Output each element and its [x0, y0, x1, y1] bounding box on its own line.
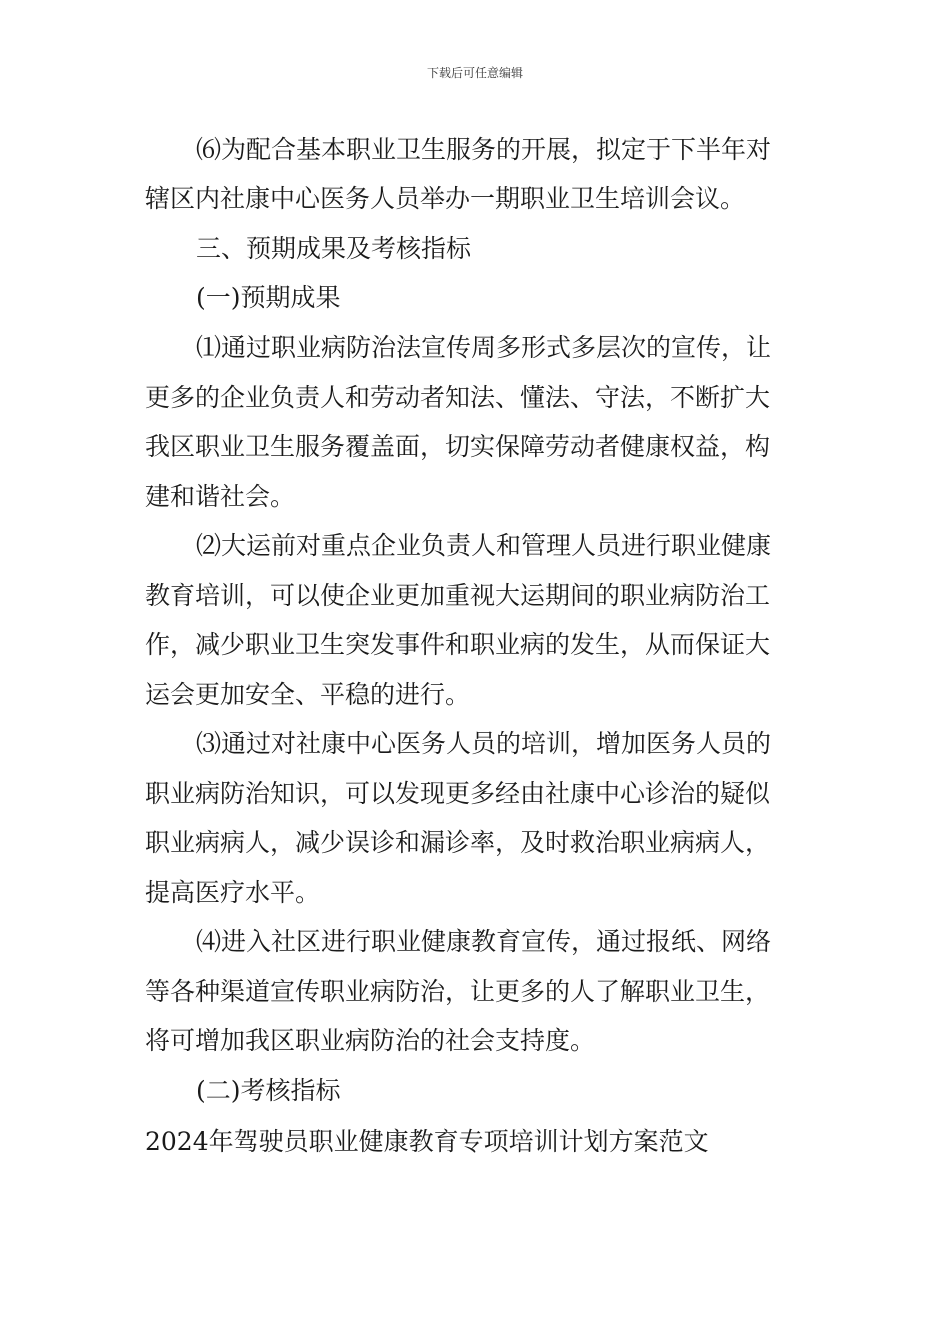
paragraph-line: 职业病防治知识，可以发现更多经由社康中心诊治的疑似 — [145, 779, 771, 808]
paragraph-line: ⑶通过对社康中心医务人员的培训，增加医务人员的 — [196, 729, 772, 758]
paragraph-line: ⑵大运前对重点企业负责人和管理人员进行职业健康 — [196, 531, 772, 560]
paragraph-line: ⑹为配合基本职业卫生服务的开展，拟定于下半年对 — [196, 135, 772, 164]
paragraph-line: 运会更加安全、平稳的进行。 — [145, 680, 471, 709]
paragraph-line: 职业病病人，减少误诊和漏诊率，及时救治职业病病人， — [145, 828, 771, 857]
paragraph-line: 等各种渠道宣传职业病防治，让更多的人了解职业卫生， — [145, 977, 771, 1006]
paragraph-line: 作，减少职业卫生突发事件和职业病的发生，从而保证大 — [145, 630, 771, 659]
paragraph-line: 将可增加我区职业病防治的社会支持度。 — [145, 1026, 596, 1055]
paragraph-line: 更多的企业负责人和劳动者知法、懂法、守法，不断扩大 — [145, 383, 771, 412]
paragraph-line: ⑷进入社区进行职业健康教育宣传，通过报纸、网络 — [196, 927, 772, 956]
paragraph-line: 提高医疗水平。 — [145, 878, 321, 907]
page-header: 下载后可任意编辑 — [426, 66, 523, 80]
paragraph-line: 建和谐社会。 — [145, 482, 296, 511]
section-heading: 三、预期成果及考核指标 — [196, 234, 472, 263]
paragraph-line: 教育培训，可以使企业更加重视大运期间的职业病防治工 — [145, 581, 771, 610]
paragraph-line: 我区职业卫生服务覆盖面，切实保障劳动者健康权益，构 — [145, 432, 771, 461]
document-title: 2024年驾驶员职业健康教育专项培训计划方案范文 — [145, 1127, 709, 1156]
subsection-heading: (二)考核指标 — [196, 1076, 341, 1105]
paragraph-line: 辖区内社康中心医务人员举办一期职业卫生培训会议。 — [145, 184, 746, 213]
paragraph-line: ⑴通过职业病防治法宣传周多形式多层次的宣传，让 — [196, 333, 772, 362]
subsection-heading: (一)预期成果 — [196, 283, 341, 312]
